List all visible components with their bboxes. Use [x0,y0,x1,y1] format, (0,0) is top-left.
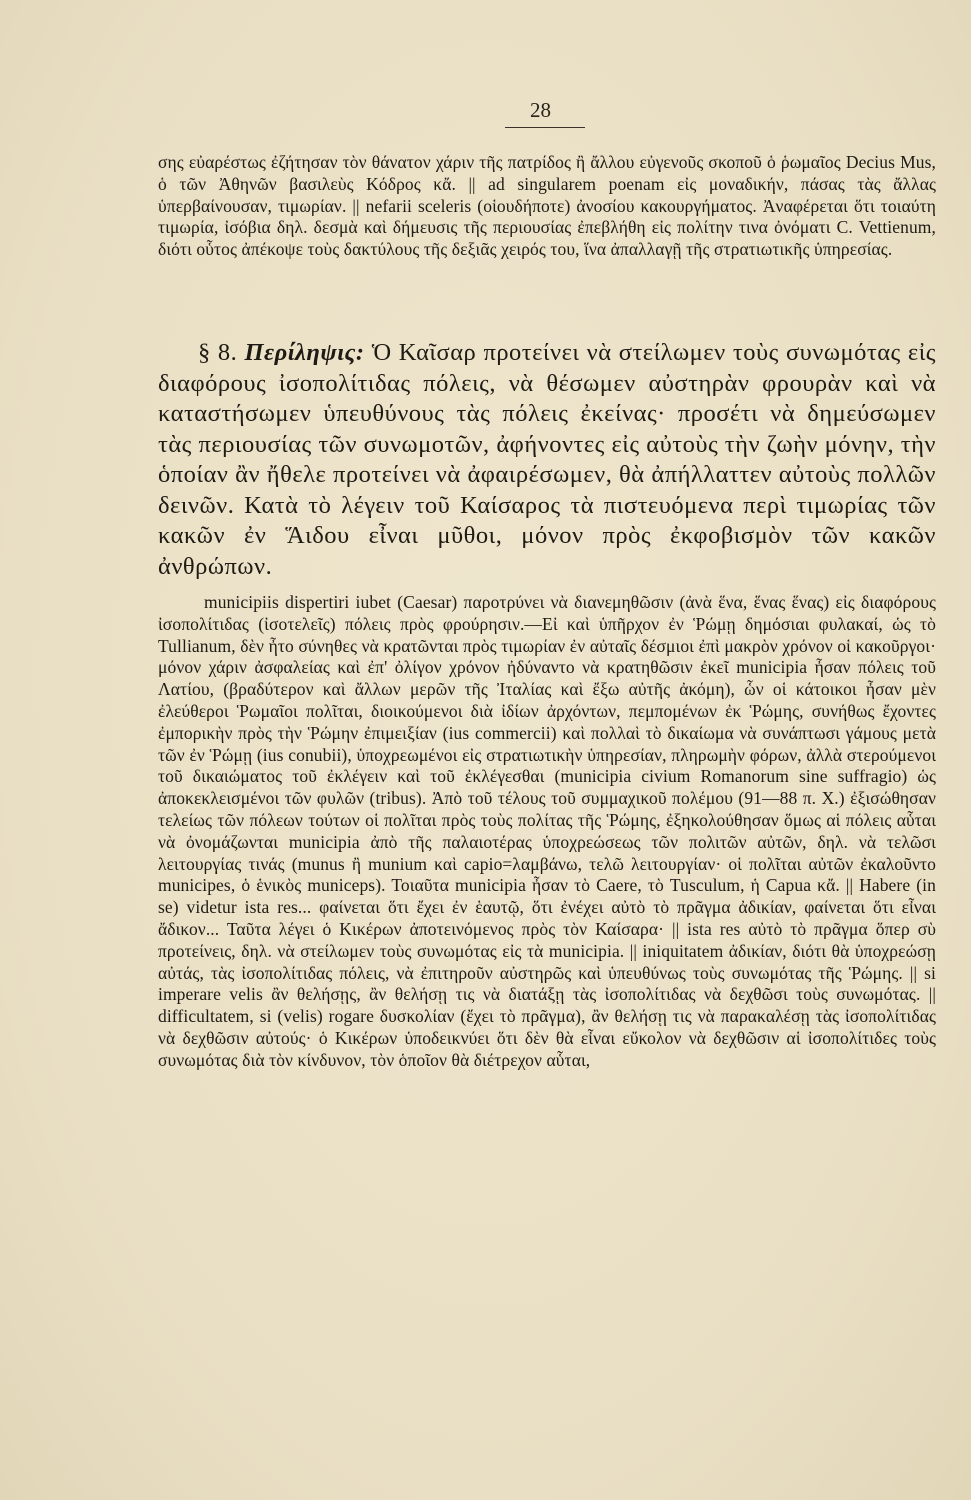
commentary-paragraph: municipiis dispertiri iubet (Caesar) παροτρύνει νὰ διανεμηθῶσιν (ἀνὰ ἕνα, ἕνας ἕνας) εἰς διαφόρους ἰσοπολίτιδας (ἰσοτελεῖς) πόλεις πρὸς φρούρησιν.—Εἰ καὶ ὑπῆρχον ἐν Ῥώμῃ δημόσιαι φυλακαί, ὡς τὸ Tullianum, δὲν ἦτο σύνηθες νὰ κρατῶνται πρὸς τιμωρίαν ἐν αὐταῖς δέσμιοι ἐπὶ μακρὸν χρόνον οἱ κακοῦργοι· μόνον χάριν ἀσφαλείας καὶ ἐπ' ὀλίγον χρόνον ἠδύναντο νὰ κρατηθῶσιν ἐκεῖ municipia ἦσαν πόλεις τοῦ Λατίου, (βραδύτερον καὶ ἄλλων μερῶν τῆς Ἰταλίας καὶ ἔξω αὐτῆς ἀκόμη), ὧν οἱ κάτοικοι ἦσαν μὲν ἐλεύθεροι Ῥωμαῖοι πολῖται, διοικούμενοι διὰ ἰδίων ἀρχόντων, πεμπομένων ἐκ Ῥώμης, συνήθως ἔχοντες ἐμπορικὴν πρὸς τὴν Ῥώμην ἐπιμειξίαν (ius commercii) καὶ πολλαὶ τὸ δικαίωμα νὰ συνάπτωσι γάμους μετὰ τῶν ἐν Ῥώμῃ (ius conubii), ὑποχρεωμένοι εἰς στρατιωτικὴν ὑπηρεσίαν, πληρωμὴν φόρων, ἀλλὰ στερούμενοι τοῦ δικαιώματος τοῦ ἐκλέγειν καὶ τοῦ ἐκλέγεσθαι (municipia civium Romanorum sine suffragio) ὡς ἀποκεκλεισμένοι τῶν φυλῶν (tribus). Ἀπὸ τοῦ τέλους τοῦ συμμαχικοῦ πολέμου (91—88 π. Χ.) ἐξισώθησαν τελείως τῶν πόλεων τούτων οἱ πολῖται πρὸς τοὺς πολίτας τῆς Ῥώμης, ἐξηκολούθησαν ὅμως αἱ πόλεις αὗται νὰ ὀνομάζωνται municipia ἀπὸ τῆς παλαιοτέρας ὑποχρεώσεως τῶν πολιτῶν αὐτῶν, δηλ. νὰ τελῶσι λειτουργίας τινάς (munus ἢ munium καὶ capio=λαμβάνω, τελῶ λειτουργίαν· οἱ πολῖται αὐτῶν ἐκαλοῦντο municipes, ὁ ἑνικὸς municeps). Τοιαῦτα municipia ἦσαν τὸ Caere, τὸ Tusculum, ἡ Capua κἄ. || Habere (in se) videtur ista res... φαίνεται ὅτι ἔχει ἐν ἑαυτῷ, ὅτι ἐνέχει αὐτὸ τὸ πρᾶγμα ἀδικίαν, φαίνεται ὅτι εἶναι ἄδικον... Ταῦτα λέγει ὁ Κικέρων ἀποτεινόμενος πρὸς τὸν Καίσαρα· || ista res αὐτὸ τὸ πρᾶγμα ὅπερ σὺ προτείνεις, δηλ. νὰ στείλωμεν τοὺς συνωμότας εἰς τὰ municipia. || iniquitatem ἀδικίαν, διότι θὰ ὑποχρεώσῃ αὐτάς, τὰς ἰσοπολίτιδας πόλεις, νὰ ἐπιτηροῦν αὐστηρῶς καὶ ὑπευθύνως τοὺς συνωμότας τῆς Ῥώμης. || si imperare velis ἂν θελήσῃς, ἂν θελήσῃ τις νὰ διατάξῃ τὰς ἰσοπολίτιδας νὰ δεχθῶσι τοὺς συνωμότας. || difficultatem, si (velis) rogare δυσκολίαν (ἔχει τὸ πρᾶγμα), ἂν θελήσῃ τις νὰ παρακαλέσῃ τὰς ἰσοπολίτιδας νὰ δεχθῶσιν αὐτούς· ὁ Κικέρων ὑποδεικνύει ὅτι δὲν θὰ εἶναι εὔκολον νὰ δεχθῶσιν αἱ ἰσοπολίτιδες τοὺς συνωμότας διὰ τὸν κίνδυνον, τὸν ὁποῖον θὰ διέτρεχον αὗται, [158,592,936,1070]
header-rule [505,127,585,128]
summary-text: Ὁ Καῖσαρ προτείνει νὰ στείλωμεν τοὺς συνωμότας εἰς διαφόρους ἰσοπολίτιδας πόλεις, νὰ θέσωμεν αὐστηρὰν φρουρὰν καὶ νὰ καταστήσωμεν ὑπευθύνους τὰς πόλεις ἐκείνας· προσέτι νὰ δημεύσωμεν τὰς περιουσίας τῶν συνωμοτῶν, ἀφήνοντες εἰς αὐτοὺς τὴν ζωὴν μόνην, τὴν ὁποίαν ἂν ἤθελε προτείνει νὰ ἀφαιρέσωμεν, θὰ ἀπήλλαττεν αὐτοὺς πολλῶν δεινῶν. Κατὰ τὸ λέγειν τοῦ Καίσαρος τὰ πιστευόμενα περὶ τιμωρίας τῶν κακῶν ἐν Ἅιδου εἶναι μῦθοι, μόνον πρὸς ἐκφοβισμὸν τῶν κακῶν ἀνθρώπων. [158,339,937,580]
section-number: § 8. [198,339,238,366]
summary-heading: Περίληψις: [244,339,365,366]
summary-block [158,338,936,582]
note-paragraph: σης εὐαρέστως ἐζήτησαν τὸν θάνατον χάριν τῆς πατρίδος ἢ ἄλλου εὐγενοῦς σκοποῦ ὁ ῥωμαῖος Decius Mus, ὁ τῶν Ἀθηνῶν βασιλεὺς Κόδρος κἄ. || ad singularem poenam εἰς μοναδικήν, πάσας τὰς ἄλλας ὑπερβαίνουσαν, τιμωρίαν. || nefarii sceleris (οἱουδήποτε) ἀνοσίου κακουργήματος. Ἀναφέρεται ὅτι τοιαύτη τιμωρία, ἰσόβια δηλ. δεσμὰ καὶ δήμευσις τῆς περιουσίας ἐπεβλήθη εἰς πολίτην τινα ὀνόματι C. Vettienum, διότι οὗτος ἀπέκοψε τοὺς δακτύλους τῆς δεξιᾶς χειρός του, ἵνα ἀπαλλαγῇ τῆς στρατιωτικῆς ὑπηρεσίας. [158,152,936,260]
note-block-top [158,152,936,261]
page-number: 28 [530,98,551,122]
commentary-block [158,592,936,1072]
summary-paragraph [158,338,936,582]
